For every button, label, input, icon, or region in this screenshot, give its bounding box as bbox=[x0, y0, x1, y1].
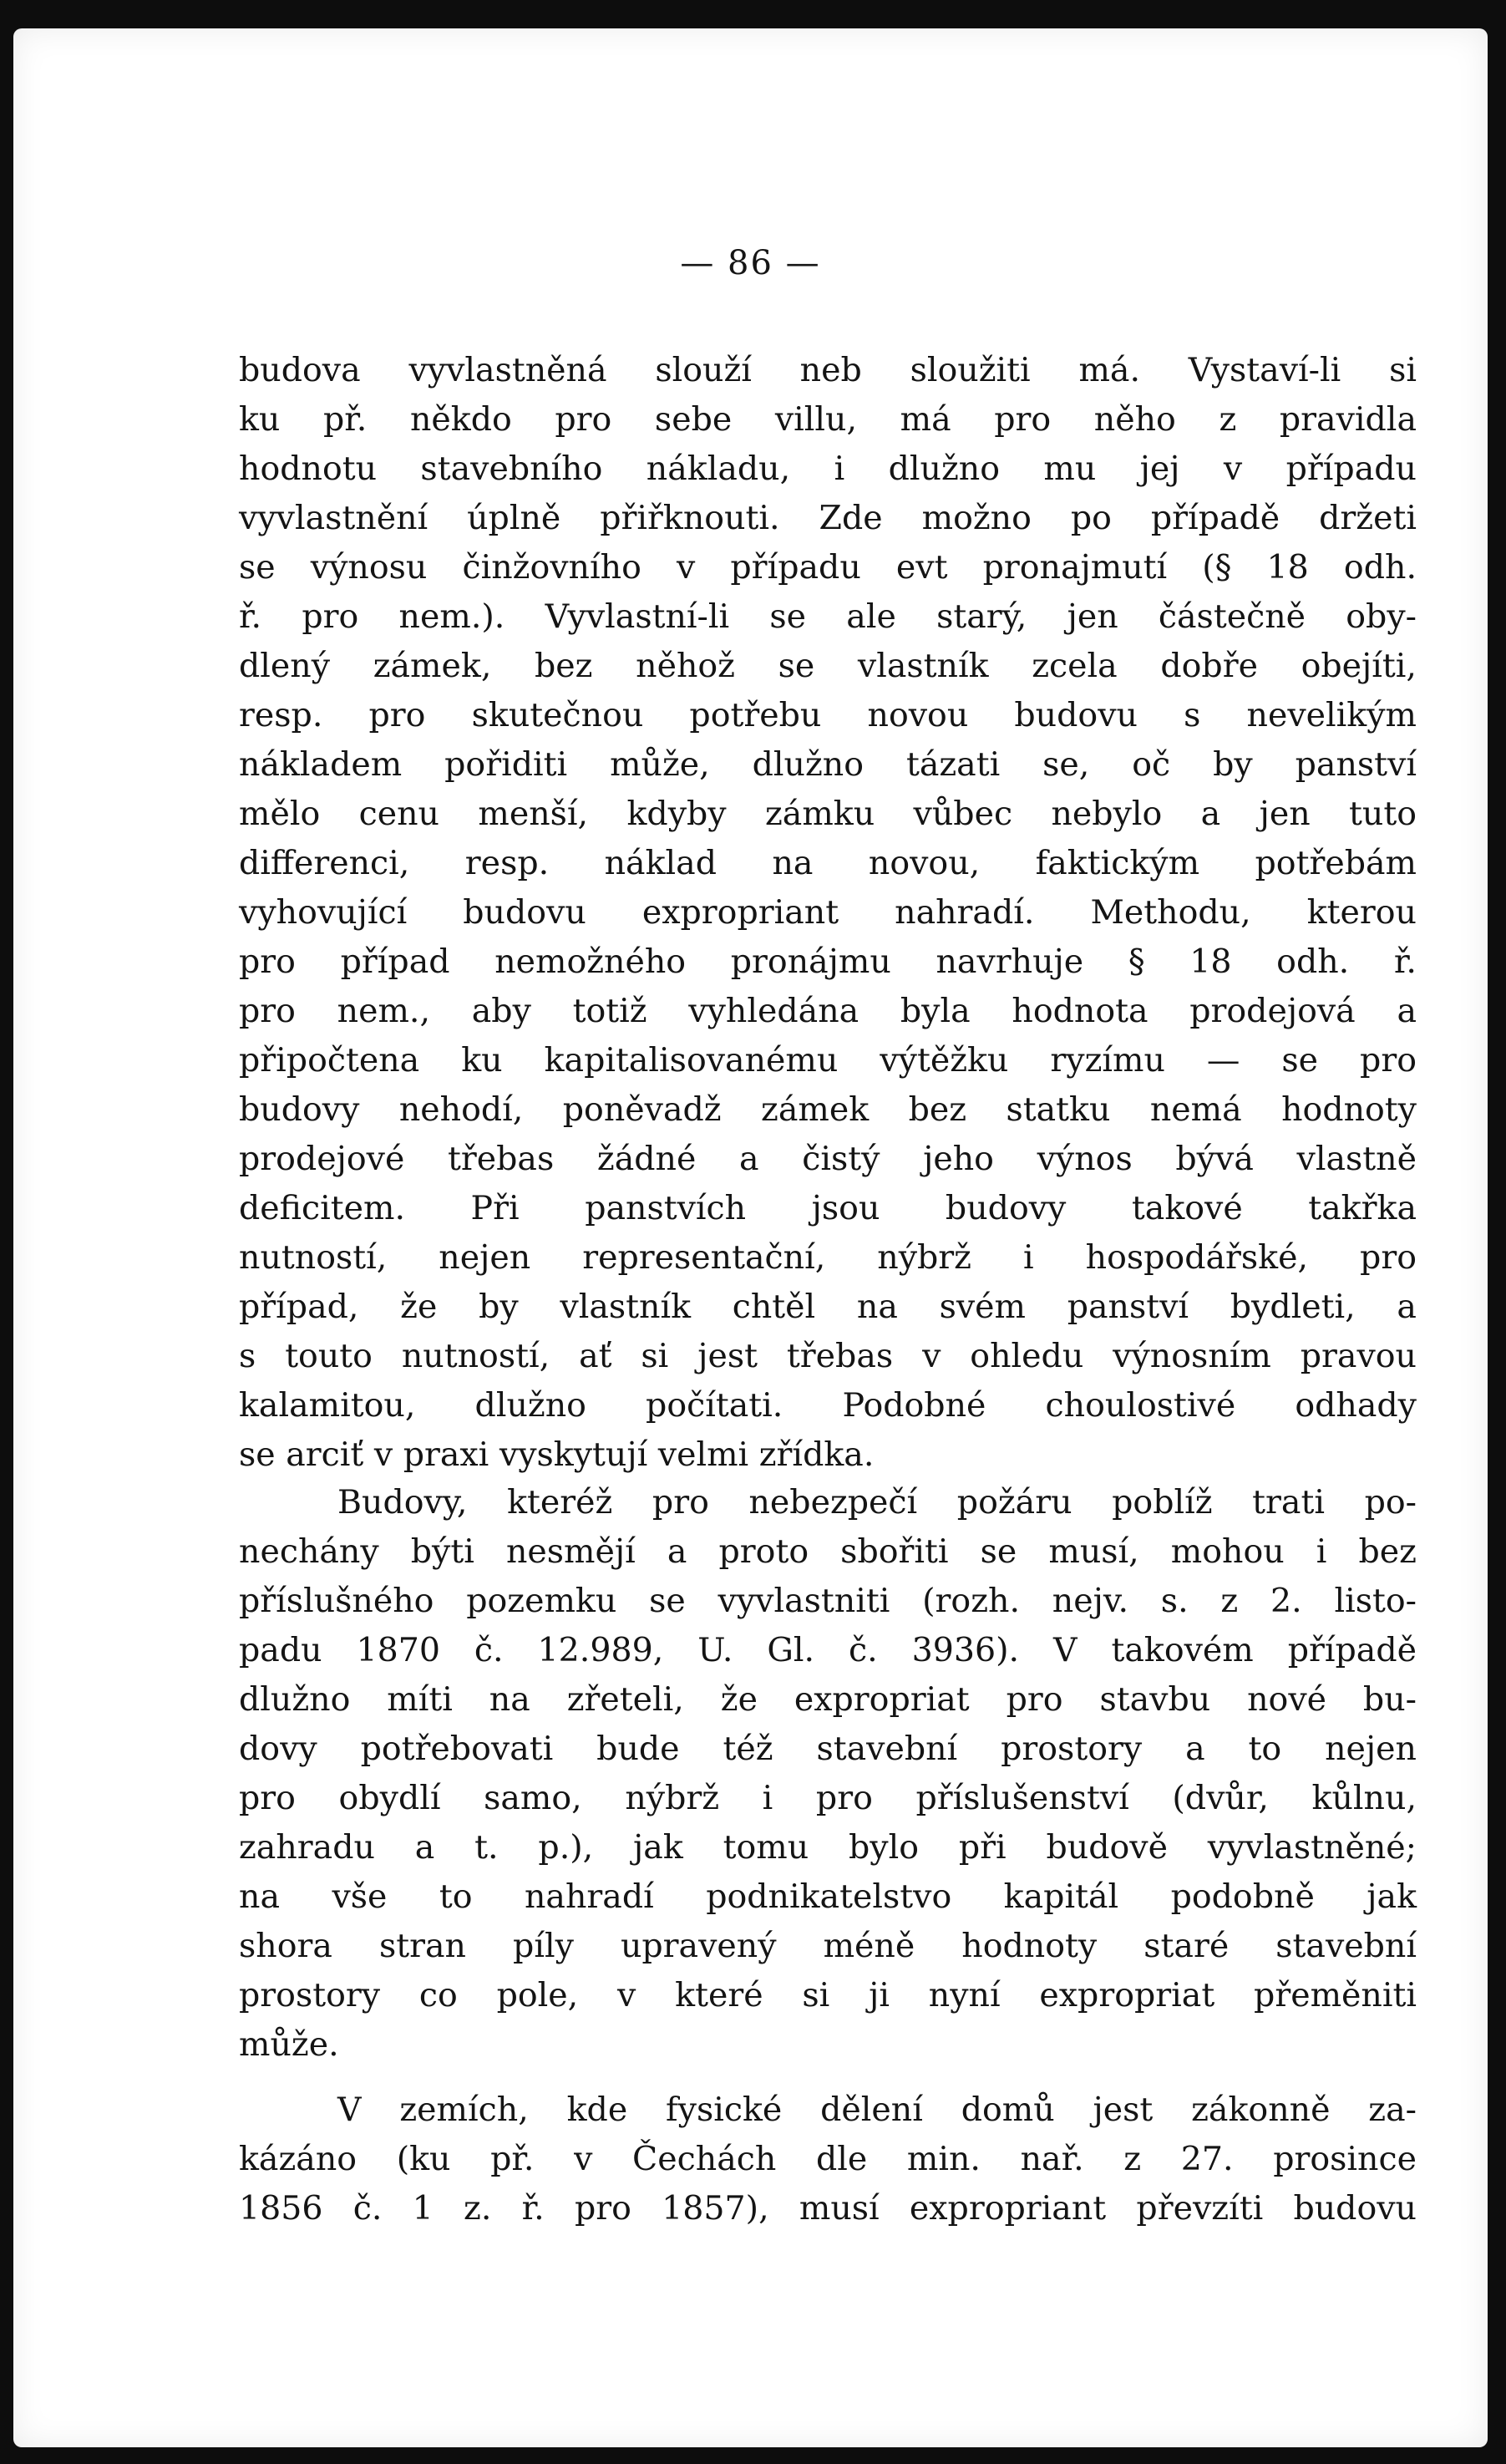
text-line: ku př. někdo pro sebe villu, má pro něho z pravidla bbox=[239, 400, 1417, 439]
text-line: dovy potřebovati bude též stavební prostory a to nejen bbox=[239, 1730, 1417, 1768]
text-line: Budovy, kteréž pro nebezpečí požáru poblíž trati po- bbox=[337, 1483, 1417, 1522]
text-line: vyhovující budovu expropriant nahradí. Methodu, kterou bbox=[239, 893, 1417, 932]
text-line: kázáno (ku př. v Čechách dle min. nař. z 27. prosince bbox=[239, 2140, 1417, 2178]
text-line: nákladem pořiditi může, dlužno tázati se, oč by panství bbox=[239, 745, 1417, 784]
book-page bbox=[13, 28, 1488, 2447]
text-line: nutností, nejen representační, nýbrž i hospodářské, pro bbox=[239, 1238, 1417, 1277]
text-line: může. bbox=[239, 2025, 339, 2064]
text-line: 1856 č. 1 z. ř. pro 1857), musí expropriant převzíti budovu bbox=[239, 2189, 1417, 2228]
text-line: na vše to nahradí podnikatelstvo kapitál podobně jak bbox=[239, 1877, 1417, 1916]
text-line: dlužno míti na zřeteli, že expropriat pro stavbu nové bu- bbox=[239, 1680, 1417, 1719]
text-line: resp. pro skutečnou potřebu novou budovu s nevelikým bbox=[239, 696, 1417, 734]
text-line: kalamitou, dlužno počítati. Podobné choulostivé odhady bbox=[239, 1386, 1417, 1425]
text-line: shora stran píly upravený méně hodnoty staré stavební bbox=[239, 1927, 1417, 1965]
text-line: pro obydlí samo, nýbrž i pro příslušenství (dvůr, kůlnu, bbox=[239, 1779, 1417, 1817]
text-line: připočtena ku kapitalisovanému výtěžku ryzímu — se pro bbox=[239, 1041, 1417, 1080]
text-line: budovy nehodí, poněvadž zámek bez statku nemá hodnoty bbox=[239, 1090, 1417, 1129]
text-line: pro nem., aby totiž vyhledána byla hodnota prodejová a bbox=[239, 992, 1417, 1030]
text-line: případ, že by vlastník chtěl na svém panství bydleti, a bbox=[239, 1288, 1417, 1326]
text-line: pro případ nemožného pronájmu navrhuje § 18 odh. ř. bbox=[239, 942, 1417, 981]
text-line: vyvlastnění úplně přiřknouti. Zde možno po případě držeti bbox=[239, 499, 1417, 537]
text-line: deficitem. Při panstvích jsou budovy takové takřka bbox=[239, 1189, 1417, 1227]
paragraph-3 bbox=[239, 2086, 1417, 2233]
text-line: dlený zámek, bez něhož se vlastník zcela dobře obejíti, bbox=[239, 647, 1417, 685]
text-line: se arciť v praxi vyskytují velmi zřídka. bbox=[239, 1435, 875, 1474]
text-line: zahradu a t. p.), jak tomu bylo při budově vyvlastněné; bbox=[239, 1828, 1417, 1867]
text-line: prostory co pole, v které si ji nyní expropriat přeměniti bbox=[239, 1976, 1417, 2014]
text-line: s touto nutností, ať si jest třebas v ohledu výnosním pravou bbox=[239, 1337, 1417, 1375]
text-line: nechány býti nesmějí a proto sbořiti se musí, mohou i bez bbox=[239, 1532, 1417, 1571]
text-line: příslušného pozemku se vyvlastniti (rozh. nejv. s. z 2. listo- bbox=[239, 1582, 1417, 1620]
text-line: prodejové třebas žádné a čistý jeho výnos bývá vlastně bbox=[239, 1140, 1417, 1178]
text-line: budova vyvlastněná slouží neb sloužiti má. Vystaví-li si bbox=[239, 351, 1417, 389]
text-line: se výnosu činžovního v případu evt pronajmutí (§ 18 odh. bbox=[239, 548, 1417, 587]
page-number: — 86 — bbox=[680, 244, 821, 282]
text-line: differenci, resp. náklad na novou, faktickým potřebám bbox=[239, 844, 1417, 882]
paragraph-2 bbox=[239, 1478, 1417, 2070]
text-line: mělo cenu menší, kdyby zámku vůbec nebylo a jen tuto bbox=[239, 795, 1417, 833]
paragraph-1 bbox=[239, 346, 1417, 1480]
text-line: padu 1870 č. 12.989, U. Gl. č. 3936). V takovém případě bbox=[239, 1631, 1417, 1669]
text-line: ř. pro nem.). Vyvlastní-li se ale starý, jen částečně oby- bbox=[239, 597, 1417, 636]
text-line: hodnotu stavebního nákladu, i dlužno mu jej v případu bbox=[239, 450, 1417, 488]
text-line: V zemích, kde fysické dělení domů jest zákonně za- bbox=[337, 2091, 1417, 2129]
